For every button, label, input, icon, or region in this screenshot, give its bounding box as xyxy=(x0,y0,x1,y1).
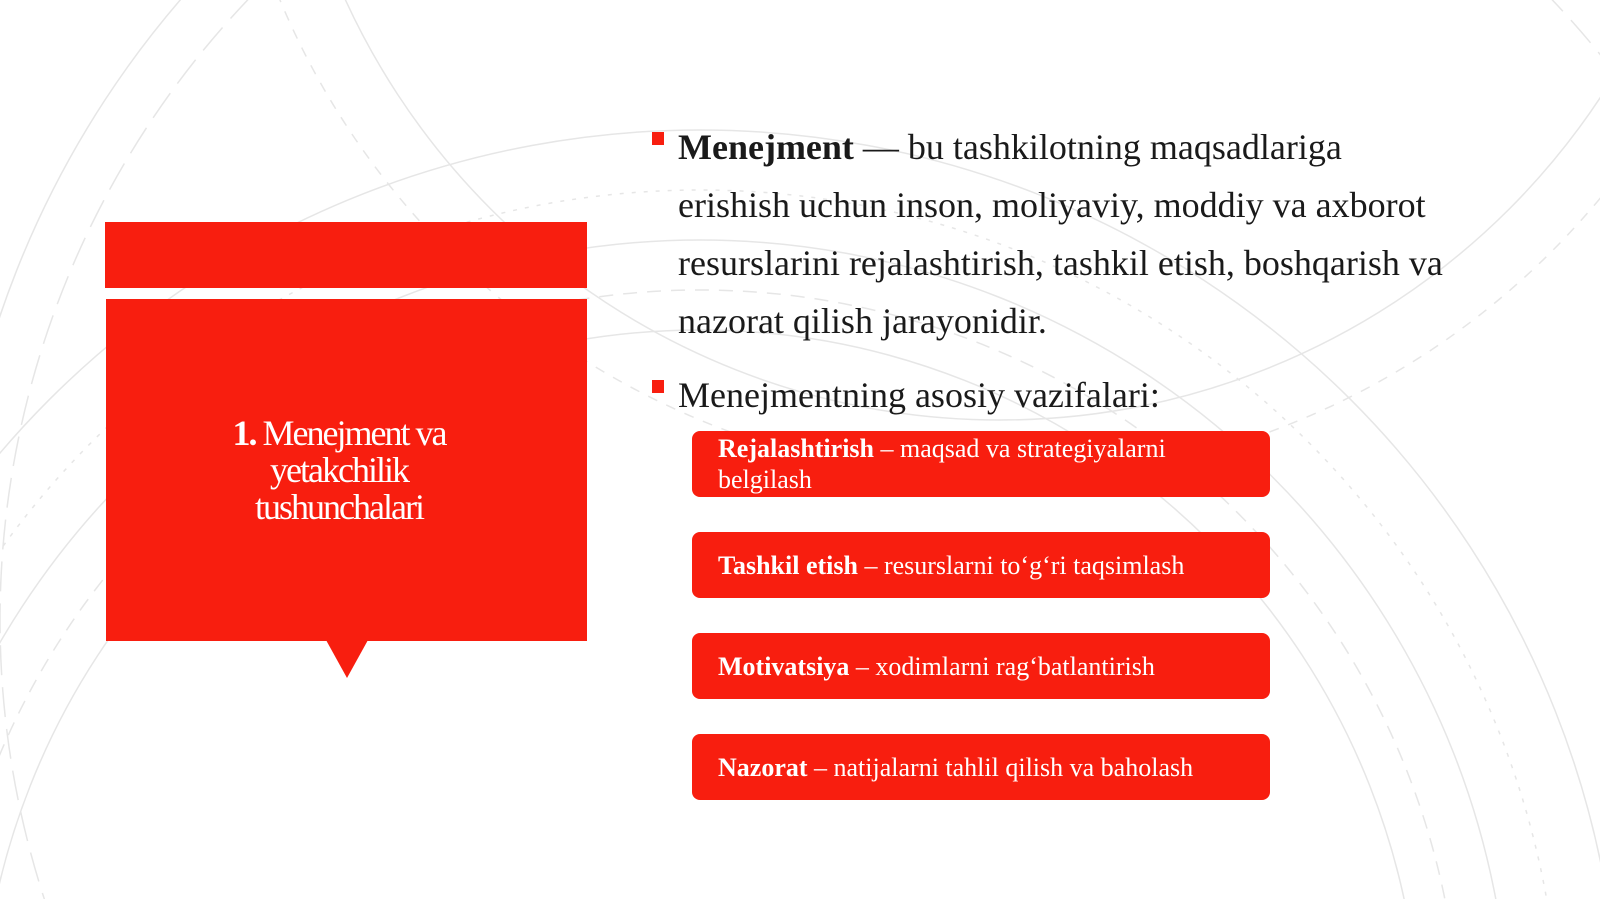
slide-title-number: 1. xyxy=(232,412,256,453)
bullet-item-definition xyxy=(650,118,1450,350)
function-title: Tashkil etish xyxy=(718,550,858,580)
slide-title-text: Menejment va yetakchilik tushunchalari xyxy=(255,412,446,527)
function-description: – natijalarni tahlil qilish va baholash xyxy=(807,752,1194,782)
function-item-control xyxy=(692,734,1270,800)
function-description: – maqsad va strategiyalarni belgilash xyxy=(718,434,1166,494)
bullet-item-functions-heading xyxy=(650,366,1450,424)
title-accent-bar xyxy=(105,222,587,288)
bullet-text: Menejmentning asosiy vazifalari: xyxy=(678,375,1160,415)
function-title: Rejalashtirish xyxy=(718,434,874,463)
slide-title xyxy=(106,299,572,641)
bullet-text: — bu tashkilotning maqsadlariga erishish uchun inson, moliyaviy, moddiy va axborot resurslarini rejalashtirish, tashkil etish, boshqarish va nazorat qilish jarayonidir. xyxy=(678,127,1443,341)
function-item-motivation xyxy=(692,633,1270,699)
function-description: – xodimlarni rag‘batlantirish xyxy=(849,651,1155,681)
bullet-term: Menejment xyxy=(678,127,854,167)
function-title: Motivatsiya xyxy=(718,651,850,681)
bullet-list xyxy=(650,118,1450,424)
title-callout-pointer xyxy=(326,640,368,678)
function-title: Nazorat xyxy=(718,752,808,782)
function-description: – resurslarni to‘g‘ri taqsimlash xyxy=(857,550,1185,580)
function-item-planning xyxy=(692,431,1270,497)
square-bullet-icon xyxy=(652,132,664,145)
square-bullet-icon xyxy=(652,380,664,393)
function-item-organizing xyxy=(692,532,1270,598)
